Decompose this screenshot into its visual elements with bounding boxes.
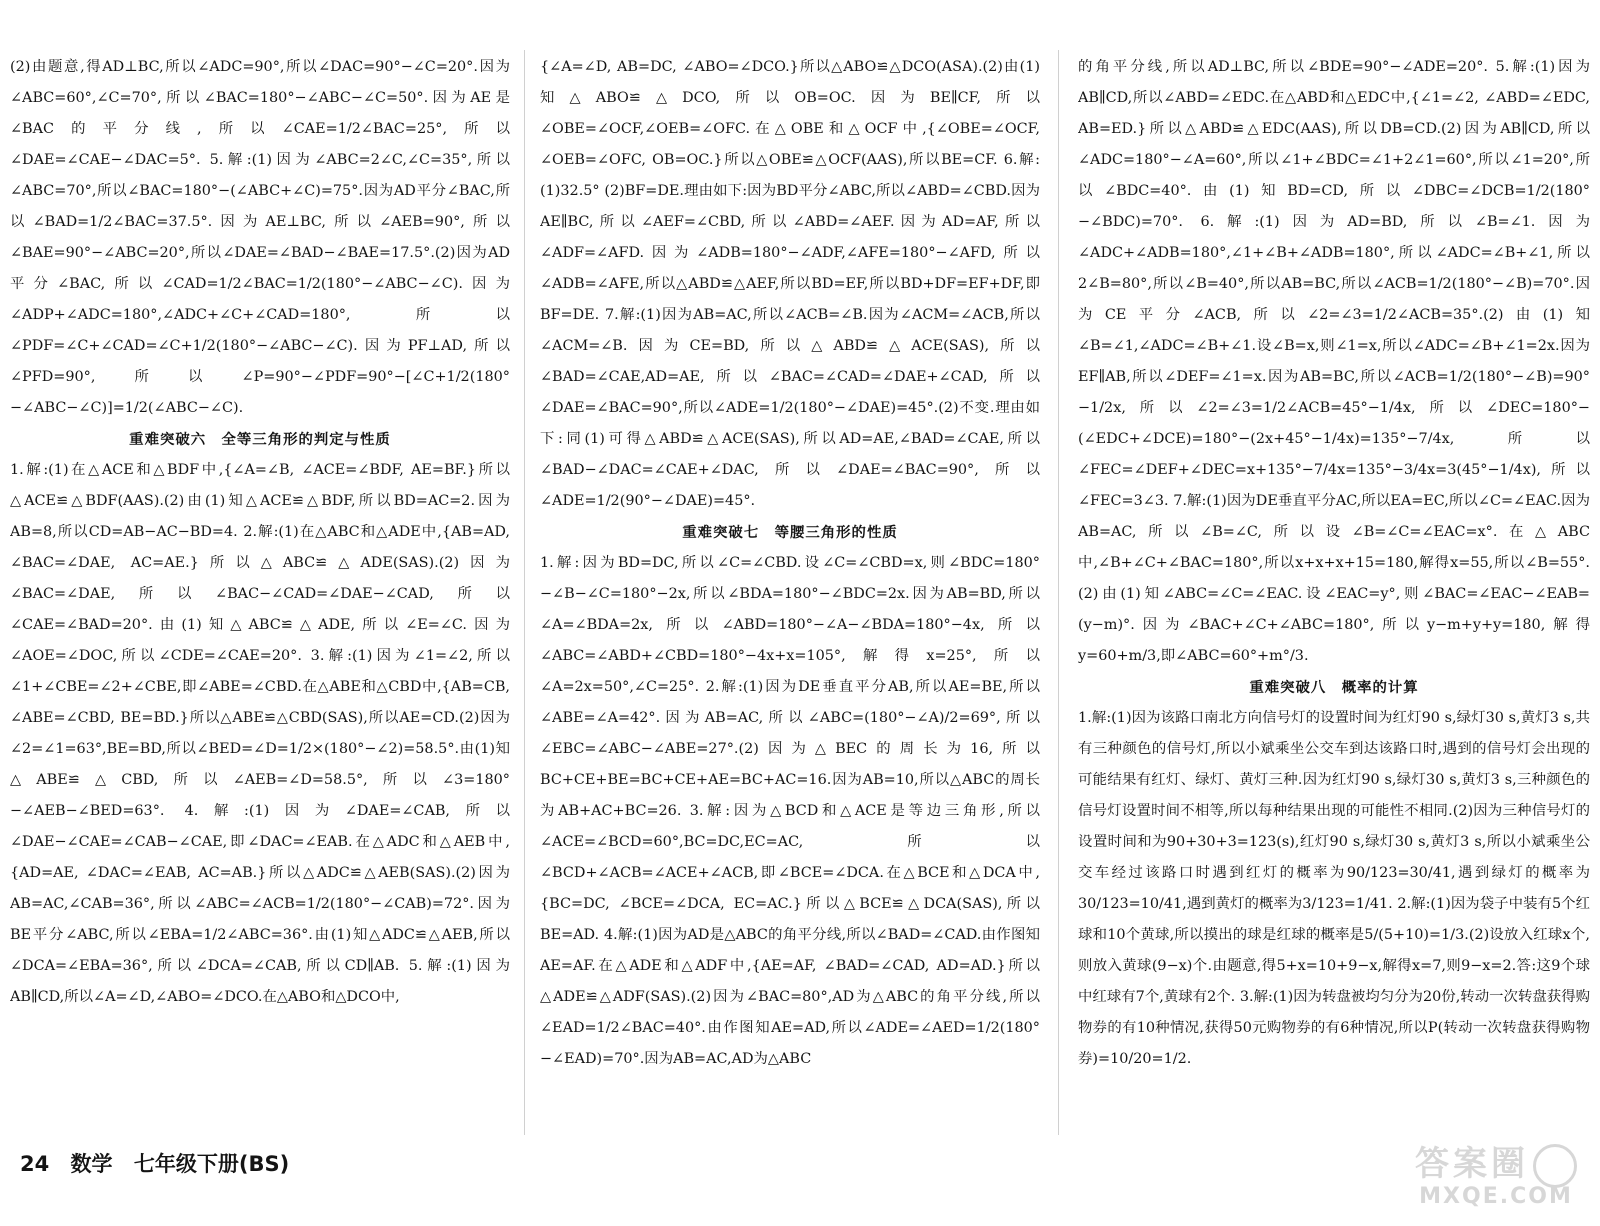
page-number: 24	[20, 1152, 50, 1176]
page-footer	[20, 1148, 303, 1178]
paragraph: (2)由题意,得AD⊥BC,所以∠ADC=90°,所以∠DAC=90°−∠C=20°.因为∠ABC=60°,∠C=70°,所以∠BAC=180°−∠ABC−∠C=50°.因为AE是∠BAC的平分线,所以∠CAE=1/2∠BAC=25°,所以∠DAE=∠CAE−∠DAC=5°. 5.解:(1)因为∠ABC=2∠C,∠C=35°,所以∠ABC=70°,所以∠BAC=180°−(∠ABC+∠C)=75°.因为AD平分∠BAC,所以∠BAD=1/2∠BAC=37.5°.因为AE⊥BC,所以∠AEB=90°,所以∠BAE=90°−∠ABC=20°,所以∠DAE=∠BAD−∠BAE=17.5°.(2)因为AD平分∠BAC,所以∠CAD=1/2∠BAC=1/2(180°−∠ABC−∠C).因为∠ADP+∠ADC=180°,∠ADC+∠C+∠CAD=180°,所以∠PDF=∠C+∠CAD=∠C+1/2(180°−∠ABC−∠C).因为PF⊥AD,所以∠PFD=90°,所以∠P=90°−∠PDF=90°−[∠C+1/2(180°−∠ABC−∠C)]=1/2(∠ABC−∠C).	[10, 59, 510, 416]
subject-label: 数学	[70, 1152, 113, 1176]
column-divider	[1058, 50, 1059, 1135]
section-heading: 重难突破八 概率的计算	[1249, 679, 1419, 696]
section-heading: 重难突破七 等腰三角形的性质	[682, 524, 898, 541]
section-heading: 重难突破六 全等三角形的判定与性质	[129, 431, 391, 448]
column-1	[10, 52, 510, 1132]
paragraph: 的角平分线,所以AD⊥BC,所以∠BDE=90°−∠ADE=20°. 5.解:(1)因为AB∥CD,所以∠ABD=∠EDC.在△ABD和△EDC中,{∠1=∠2, ∠ABD=∠EDC, AB=ED.}所以△ABD≌△EDC(AAS),所以DB=CD.(2)因为AB∥CD,所以∠ADC=180°−∠A=60°,所以∠1+∠BDC=∠1+2∠1=60°,所以∠1=20°,所以∠BDC=40°.由(1)知BD=CD,所以∠DBC=∠DCB=1/2(180°−∠BDC)=70°. 6.解:(1)因为AD=BD,所以∠B=∠1.因为∠ADC+∠ADB=180°,∠1+∠B+∠ADB=180°,所以∠ADC=∠B+∠1,所以2∠B=80°,所以∠B=40°,所以AB=BC,所以∠ACB=1/2(180°−∠B)=70°.因为CE平分∠ACB,所以∠2=∠3=1/2∠ACB=35°.(2)由(1)知∠B=∠1,∠ADC=∠B+∠1.设∠B=x,则∠1=x,所以∠ADC=∠B+∠1=2x.因为EF∥AB,所以∠DEF=∠1=x.因为AB=BC,所以∠ACB=1/2(180°−∠B)=90°−1/2x,所以∠2=∠3=1/2∠ACB=45°−1/4x,所以∠DEC=180°−(∠EDC+∠DCE)=180°−(2x+45°−1/4x)=135°−7/4x,所以∠FEC=∠DEF+∠DEC=x+135°−7/4x=135°−3/4x=3(45°−1/4x),所以∠FEC=3∠3. 7.解:(1)因为DE垂直平分AC,所以EA=EC,所以∠C=∠EAC.因为AB=AC,所以∠B=∠C,所以设∠B=∠C=∠EAC=x°.在△ABC中,∠B+∠C+∠BAC=180°,所以x+x+x+15=180,解得x=55,所以∠B=55°.(2)由(1)知∠ABC=∠C=∠EAC.设∠EAC=y°,则∠BAC=∠EAC−∠EAB=(y−m)°.因为∠BAC+∠C+∠ABC=180°,所以y−m+y+y=180,解得y=60+m/3,即∠ABC=60°+m°/3.	[1078, 59, 1590, 664]
watermark-badge-icon	[1533, 1144, 1577, 1188]
paragraph: 1.解:因为BD=DC,所以∠C=∠CBD.设∠C=∠CBD=x,则∠BDC=180°−∠B−∠C=180°−2x,所以∠BDA=180°−∠BDC=2x.因为AB=BD,所以∠A=∠BDA=2x,所以∠ABD=180°−∠A−∠BDA=180°−4x,所以∠ABC=∠ABD+∠CBD=180°−4x+x=105°,解得x=25°,所以∠A=2x=50°,∠C=25°. 2.解:(1)因为DE垂直平分AB,所以AE=BE,所以∠ABE=∠A=42°.因为AB=AC,所以∠ABC=(180°−∠A)/2=69°,所以∠EBC=∠ABC−∠ABE=27°.(2)因为△BEC的周长为16,所以BC+CE+BE=BC+CE+AE=BC+AC=16.因为AB=10,所以△ABC的周长为AB+AC+BC=26. 3.解:因为△BCD和△ACE是等边三角形,所以∠ACE=∠BCD=60°,BC=DC,EC=AC,所以∠BCD+∠ACB=∠ACE+∠ACB,即∠BCE=∠DCA.在△BCE和△DCA中,{BC=DC, ∠BCE=∠DCA, EC=AC.}所以△BCE≌△DCA(SAS),所以BE=AD. 4.解:(1)因为AD是△ABC的角平分线,所以∠BAD=∠CAD.由作图知AE=AF.在△ADE和△ADF中,{AE=AF, ∠BAD=∠CAD, AD=AD.}所以△ADE≌△ADF(SAS).(2)因为∠BAC=80°,AD为△ABC的角平分线,所以∠EAD=1/2∠BAC=40°.由作图知AE=AD,所以∠ADE=∠AED=1/2(180°−∠EAD)=70°.因为AB=AC,AD为△ABC	[540, 555, 1040, 1067]
watermark-url: MXQE.COM	[1419, 1183, 1573, 1209]
column-2	[540, 52, 1040, 1132]
paragraph: 1.解:(1)因为该路口南北方向信号灯的设置时间为红灯90 s,绿灯30 s,黄灯3 s,共有三种颜色的信号灯,所以小斌乘坐公交车到达该路口时,遇到的信号灯会出现的可能结果有红灯、绿灯、黄灯三种.因为红灯90 s,绿灯30 s,黄灯3 s,三种颜色的信号灯设置时间不相等,所以每种结果出现的可能性不相同.(2)因为三种信号灯的设置时间和为90+30+3=123(s),红灯90 s,绿灯30 s,黄灯3 s,所以小斌乘坐公交车经过该路口时遇到红灯的概率为90/123=30/41,遇到绿灯的概率为30/123=10/41,遇到黄灯的概率为3/123=1/41. 2.解:(1)因为袋子中装有5个红球和10个黄球,所以摸出的球是红球的概率是5/(5+10)=1/3.(2)设放入红球x个,则放入黄球(9−x)个.由题意,得5+x=10+9−x,解得x=7,则9−x=2.答:这9个球中红球有7个,黄球有2个. 3.解:(1)因为转盘被均匀分为20份,转动一次转盘获得购物券的有10种情况,获得50元购物券的有6种情况,所以P(转动一次转盘获得购物券)=10/20=1/2.	[1078, 710, 1590, 1067]
watermark-logo-text: 答案圈	[1400, 1136, 1592, 1188]
column-3	[1078, 52, 1590, 1132]
grade-label: 七年级下册(BS)	[133, 1152, 290, 1176]
column-divider	[524, 50, 525, 1135]
paragraph: {∠A=∠D, AB=DC, ∠ABO=∠DCO.}所以△ABO≌△DCO(ASA).(2)由(1)知△ABO≌△DCO,所以OB=OC.因为BE∥CF,所以∠OBE=∠OCF,∠OEB=∠OFC.在△OBE和△OCF中,{∠OBE=∠OCF, ∠OEB=∠OFC, OB=OC.}所以△OBE≌△OCF(AAS),所以BE=CF. 6.解:(1)32.5° (2)BF=DE.理由如下:因为BD平分∠ABC,所以∠ABD=∠CBD.因为AE∥BC,所以∠AEF=∠CBD,所以∠ABD=∠AEF.因为AD=AF,所以∠ADF=∠AFD.因为∠ADB=180°−∠ADF,∠AFE=180°−∠AFD,所以∠ADB=∠AFE,所以△ABD≌△AEF,所以BD=EF,所以BD+DF=EF+DF,即BF=DE. 7.解:(1)因为AB=AC,所以∠ACB=∠B.因为∠ACM=∠ACB,所以∠ACM=∠B.因为CE=BD,所以△ABD≌△ACE(SAS),所以∠BAD=∠CAE,AD=AE,所以∠BAC=∠CAD=∠DAE+∠CAD,所以∠DAE=∠BAC=90°,所以∠ADE=1/2(180°−∠DAE)=45°.(2)不变.理由如下:同(1)可得△ABD≌△ACE(SAS),所以AD=AE,∠BAD=∠CAE,所以∠BAD−∠DAC=∠CAE+∠DAC,所以∠DAE=∠BAC=90°,所以∠ADE=1/2(90°−∠DAE)=45°.	[540, 59, 1040, 509]
site-watermark	[1400, 1136, 1592, 1222]
paragraph: 1.解:(1)在△ACE和△BDF中,{∠A=∠B, ∠ACE=∠BDF, AE=BF.}所以△ACE≌△BDF(AAS).(2)由(1)知△ACE≌△BDF,所以BD=AC=2.因为AB=8,所以CD=AB−AC−BD=4. 2.解:(1)在△ABC和△ADE中,{AB=AD, ∠BAC=∠DAE, AC=AE.}所以△ABC≌△ADE(SAS).(2)因为∠BAC=∠DAE,所以∠BAC−∠CAD=∠DAE−∠CAD,所以∠CAE=∠BAD=20°.由(1)知△ABC≌△ADE,所以∠E=∠C.因为∠AOE=∠DOC,所以∠CDE=∠CAE=20°. 3.解:(1)因为∠1=∠2,所以∠1+∠CBE=∠2+∠CBE,即∠ABE=∠CBD.在△ABE和△CBD中,{AB=CB, ∠ABE=∠CBD, BE=BD.}所以△ABE≌△CBD(SAS),所以AE=CD.(2)因为∠2=∠1=63°,BE=BD,所以∠BED=∠D=1/2×(180°−∠2)=58.5°.由(1)知△ABE≌△CBD,所以∠AEB=∠D=58.5°,所以∠3=180°−∠AEB−∠BED=63°. 4.解:(1)因为∠DAE=∠CAB,所以∠DAE−∠CAE=∠CAB−∠CAE,即∠DAC=∠EAB.在△ADC和△AEB中,{AD=AE, ∠DAC=∠EAB, AC=AB.}所以△ADC≌△AEB(SAS).(2)因为AB=AC,∠CAB=36°,所以∠ABC=∠ACB=1/2(180°−∠CAB)=72°.因为BE平分∠ABC,所以∠EBA=1/2∠ABC=36°.由(1)知△ADC≌△AEB,所以∠DCA=∠EBA=36°,所以∠DCA=∠CAB,所以CD∥AB. 5.解:(1)因为AB∥CD,所以∠A=∠D,∠ABO=∠DCO.在△ABO和△DCO中,	[10, 462, 510, 1005]
